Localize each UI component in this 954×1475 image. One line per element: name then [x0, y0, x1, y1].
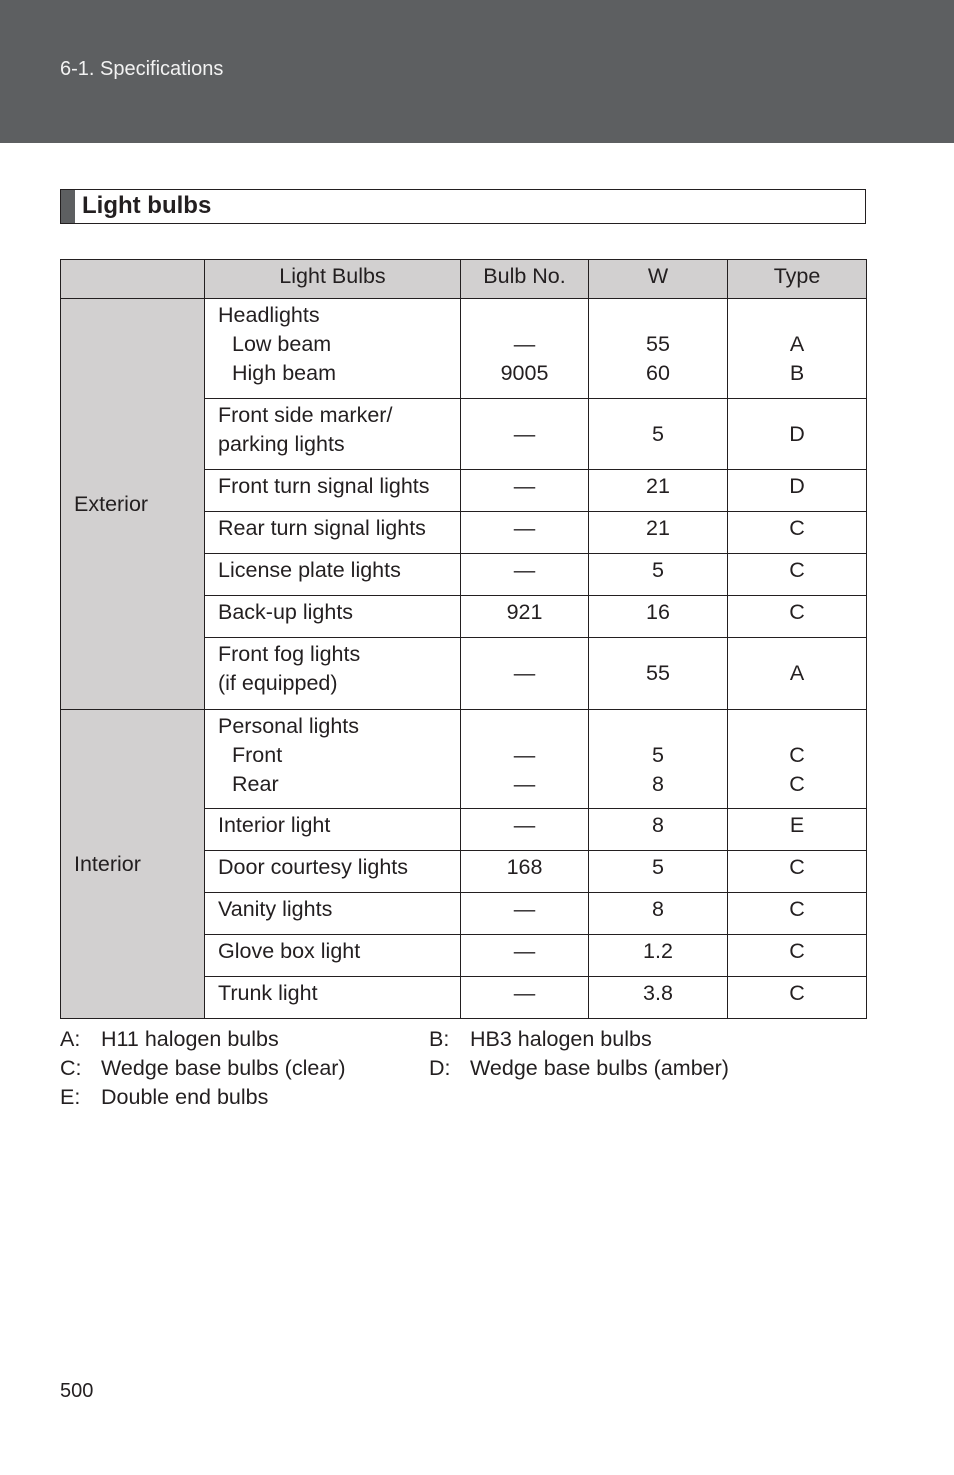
- bulb-name: Door courtesy lights: [205, 851, 461, 893]
- legend-key: E:: [60, 1085, 81, 1109]
- personal-lights-label: Personal lights: [218, 714, 360, 738]
- bulb-number: —: [461, 809, 589, 851]
- personal-rear-label: Rear: [232, 772, 279, 796]
- high-beam-bulb: 9005: [500, 361, 549, 385]
- bulb-watts: 16: [589, 596, 728, 638]
- bulb-type: C: [728, 893, 867, 935]
- page-number: 500: [60, 1380, 94, 1402]
- legend-key: D:: [429, 1056, 451, 1080]
- section-heading-marker: [61, 190, 75, 223]
- bulb-type: D: [728, 470, 867, 512]
- bulb-watts: 3.8: [589, 977, 728, 1019]
- bulb-number: —: [461, 893, 589, 935]
- bulb-name: Trunk light: [205, 977, 461, 1019]
- bulb-name: Back-up lights: [205, 596, 461, 638]
- bulb-name: [205, 299, 461, 399]
- bulb-type: E: [728, 809, 867, 851]
- bulb-name: [205, 638, 461, 710]
- high-beam-type: B: [789, 361, 805, 385]
- legend-text: H11 halogen bulbs: [101, 1027, 279, 1051]
- table-header-row: [61, 260, 867, 299]
- bulb-watts: 8: [589, 809, 728, 851]
- category-exterior: Exterior: [61, 299, 205, 710]
- legend-text: Double end bulbs: [101, 1085, 269, 1109]
- legend-item-e: [60, 1083, 268, 1112]
- bulb-name: Rear turn signal lights: [205, 512, 461, 554]
- bulb-name: License plate lights: [205, 554, 461, 596]
- legend-item-a: [60, 1025, 279, 1054]
- legend-item-c: [60, 1054, 346, 1083]
- low-beam-watts: 55: [646, 332, 670, 356]
- bulb-type: C: [728, 935, 867, 977]
- legend-text: Wedge base bulbs (amber): [470, 1056, 729, 1080]
- table-row: [61, 299, 867, 399]
- bulb-number: —: [461, 935, 589, 977]
- personal-front-watts: 5: [652, 743, 664, 767]
- personal-front-bulb: —: [513, 743, 536, 767]
- personal-rear-bulb: —: [513, 772, 536, 796]
- bulb-name: Front turn signal lights: [205, 470, 461, 512]
- bulb-type: C: [728, 596, 867, 638]
- legend-key: B:: [429, 1027, 450, 1051]
- bulb-type: C: [728, 977, 867, 1019]
- bulb-name: [205, 399, 461, 470]
- header-watts: W: [589, 260, 728, 299]
- breadcrumb: 6-1. Specifications: [60, 58, 224, 80]
- bulb-watts: 5: [589, 399, 728, 470]
- high-beam-label: High beam: [232, 361, 336, 385]
- headlights-label: Headlights: [218, 303, 320, 327]
- legend-key: C:: [60, 1056, 82, 1080]
- bulb-watts: [589, 710, 728, 809]
- light-bulbs-table: [60, 259, 867, 1019]
- bulb-type: A: [728, 638, 867, 710]
- side-marker-label-line1: Front side marker/: [218, 403, 393, 427]
- bulb-watts: 5: [589, 554, 728, 596]
- bulb-watts: 5: [589, 851, 728, 893]
- personal-front-label: Front: [232, 743, 283, 767]
- side-marker-label-line2: parking lights: [218, 432, 345, 456]
- low-beam-type: A: [789, 332, 805, 356]
- bulb-name: Glove box light: [205, 935, 461, 977]
- legend-item-b: [429, 1025, 652, 1054]
- bulb-name: Vanity lights: [205, 893, 461, 935]
- header-category: [61, 260, 205, 299]
- bulb-type: C: [728, 512, 867, 554]
- bulb-number: 921: [461, 596, 589, 638]
- low-beam-bulb: —: [513, 332, 536, 356]
- legend-item-d: [429, 1054, 729, 1083]
- bulb-number: [461, 299, 589, 399]
- bulb-number: —: [461, 512, 589, 554]
- bulb-type: [728, 710, 867, 809]
- fog-label-line1: Front fog lights: [218, 642, 361, 666]
- personal-front-type: C: [789, 743, 805, 767]
- low-beam-label: Low beam: [232, 332, 332, 356]
- legend-key: A:: [60, 1027, 81, 1051]
- bulb-number: [461, 710, 589, 809]
- legend-text: HB3 halogen bulbs: [470, 1027, 652, 1051]
- personal-rear-type: C: [789, 772, 805, 796]
- bulb-watts: 21: [589, 512, 728, 554]
- bulb-number: —: [461, 554, 589, 596]
- table-row: [61, 710, 867, 809]
- personal-rear-watts: 8: [652, 772, 664, 796]
- bulb-type: [728, 299, 867, 399]
- bulb-type: C: [728, 554, 867, 596]
- bulb-number: 168: [461, 851, 589, 893]
- header-bulb-no: Bulb No.: [461, 260, 589, 299]
- category-interior: Interior: [61, 710, 205, 1019]
- header-type: Type: [728, 260, 867, 299]
- legend-text: Wedge base bulbs (clear): [101, 1056, 346, 1080]
- bulb-number: —: [461, 977, 589, 1019]
- bulb-number: —: [461, 638, 589, 710]
- bulb-watts: 21: [589, 470, 728, 512]
- bulb-watts: 55: [589, 638, 728, 710]
- section-title: Light bulbs: [82, 192, 212, 219]
- bulb-name: [205, 710, 461, 809]
- bulb-watts: [589, 299, 728, 399]
- fog-label-line2: (if equipped): [218, 671, 338, 695]
- bulb-number: —: [461, 399, 589, 470]
- section-heading: [60, 189, 866, 224]
- bulb-number: —: [461, 470, 589, 512]
- bulb-type: C: [728, 851, 867, 893]
- header-light-bulbs: Light Bulbs: [205, 260, 461, 299]
- bulb-type: D: [728, 399, 867, 470]
- bulb-watts: 8: [589, 893, 728, 935]
- high-beam-watts: 60: [646, 361, 670, 385]
- header-band: [0, 0, 954, 143]
- bulb-watts: 1.2: [589, 935, 728, 977]
- bulb-name: Interior light: [205, 809, 461, 851]
